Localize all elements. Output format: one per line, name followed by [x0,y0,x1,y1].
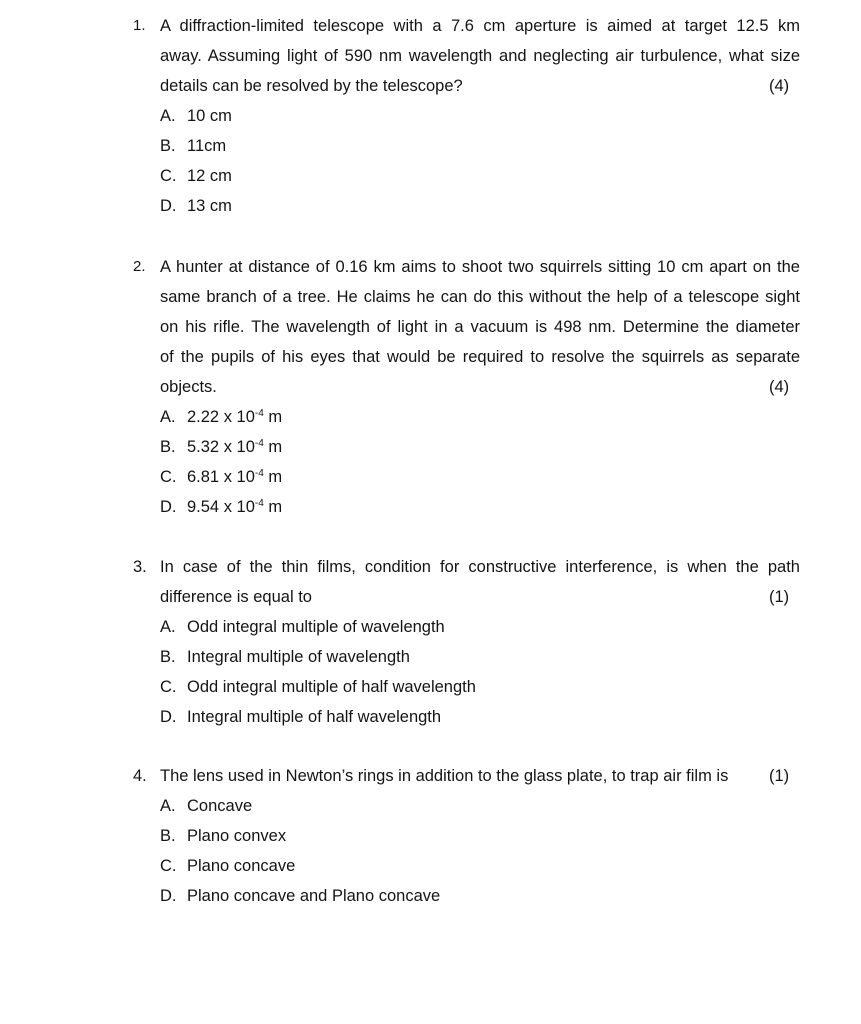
option-letter: B. [160,648,176,666]
option-exponent: -4 [254,498,264,509]
option-text: Plano convex [187,827,287,845]
option-letter: D. [160,887,177,905]
question-marks: (4) [769,378,790,396]
option-letter: A. [160,107,176,125]
question-marks: (1) [769,767,790,785]
option-a[interactable] [160,402,282,432]
option-letter: C. [160,167,177,185]
stem-line: In case of the thin films, condition for constructive interference, is when the path [160,558,800,576]
option-text: Integral multiple of wavelength [187,648,410,666]
option-c[interactable] [160,672,476,702]
question-number: 4. [133,767,147,785]
option-b[interactable] [160,821,440,851]
option-text: 12 cm [187,167,232,185]
stem-line: A hunter at distance of 0.16 km aims to shoot two squirrels sitting 10 cm apart on the [160,258,800,276]
option-text: 13 cm [187,197,232,215]
option-b[interactable] [160,432,282,462]
option-exponent: -4 [254,468,264,479]
answer-options [160,791,440,911]
option-d[interactable] [160,492,282,522]
stem-line: The lens used in Newton’s rings in addition to the glass plate, to trap air film is [160,767,729,785]
option-text: Concave [187,797,253,815]
option-text: Integral multiple of half wavelength [187,708,442,726]
option-text: 11cm [187,137,227,155]
stem-line: away. Assuming light of 590 nm wavelength and neglecting air turbulence, what size [160,47,800,65]
option-mantissa: 9.54 x 10 [187,498,255,516]
option-exponent: -4 [254,408,264,419]
stem-line: details can be resolved by the telescope? [160,77,463,95]
option-b[interactable] [160,642,476,672]
option-d[interactable] [160,881,440,911]
stem-line: objects. [160,378,217,396]
option-mantissa: 5.32 x 10 [187,438,255,456]
answer-options [160,402,282,522]
option-c[interactable] [160,462,282,492]
option-letter: B. [160,827,176,845]
option-unit: m [263,498,283,516]
option-unit: m [263,408,283,426]
option-letter: C. [160,857,177,875]
question-number: 2. [133,258,146,275]
option-letter: A. [160,618,176,636]
option-text: Plano concave [187,857,296,875]
option-unit: m [263,468,283,486]
option-a[interactable] [160,612,476,642]
option-unit: m [263,438,283,456]
question-number: 3. [133,558,147,576]
question-stem [160,11,800,101]
option-c[interactable] [160,851,440,881]
option-letter: D. [160,498,177,516]
stem-line: A diffraction-limited telescope with a 7.6 cm aperture is aimed at target 12.5 km [160,17,800,35]
option-letter: A. [160,408,176,426]
option-d[interactable] [160,702,476,732]
option-text: 10 cm [187,107,232,125]
option-mantissa: 2.22 x 10 [187,408,255,426]
question-stem [160,252,800,402]
option-d[interactable] [160,191,232,221]
option-letter: B. [160,137,176,155]
option-letter: B. [160,438,176,456]
question-marks: (1) [769,588,790,606]
option-text: Odd integral multiple of half wavelength [187,678,476,696]
option-letter: D. [160,197,177,215]
option-letter: C. [160,678,177,696]
option-text: Odd integral multiple of wavelength [187,618,445,636]
question-stem [160,552,800,612]
option-letter: C. [160,468,177,486]
stem-line: same branch of a tree. He claims he can do this without the help of a telescope sight [160,288,800,306]
answer-options [160,612,476,732]
option-text: Plano concave and Plano concave [187,887,441,905]
option-mantissa: 6.81 x 10 [187,468,255,486]
option-exponent: -4 [254,438,264,449]
stem-line: of the pupils of his eyes that would be required to resolve the squirrels as separate [160,348,800,366]
question-marks: (4) [769,77,790,95]
option-b[interactable] [160,131,232,161]
option-c[interactable] [160,161,232,191]
option-letter: D. [160,708,177,726]
stem-line: difference is equal to [160,588,312,606]
stem-line: on his rifle. The wavelength of light in a vacuum is 498 nm. Determine the diameter [160,318,800,336]
question-number: 1. [133,17,146,34]
question-stem [160,761,800,791]
answer-options [160,101,232,221]
option-a[interactable] [160,101,232,131]
option-a[interactable] [160,791,440,821]
option-letter: A. [160,797,176,815]
